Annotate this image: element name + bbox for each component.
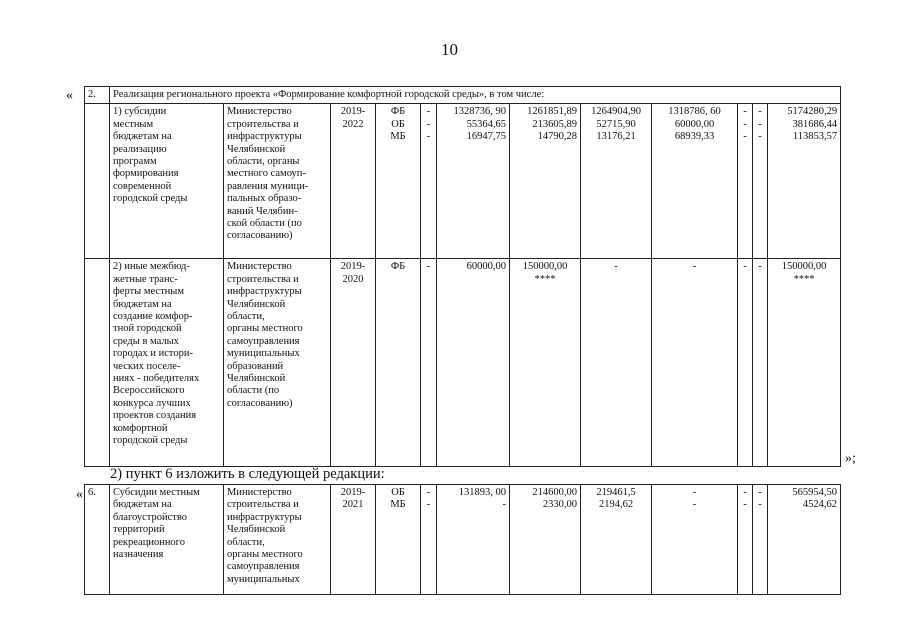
table-row xyxy=(85,259,841,467)
row-number-empty xyxy=(85,104,110,259)
funding-source: ФБ xyxy=(376,259,421,467)
value-cell: - - xyxy=(753,485,768,595)
value-cell: - xyxy=(753,259,768,467)
row-number: 6. xyxy=(85,485,110,595)
value-cell: - - - xyxy=(753,104,768,259)
value-cell: 1261851,89 213605,89 14790,28 xyxy=(510,104,581,259)
total-cell: 150000,00 **** xyxy=(768,259,841,467)
close-quote: »; xyxy=(845,451,856,466)
measure-name: Субсидии местным бюджетам на благоустройство территорий рекреационного назначения xyxy=(110,485,224,595)
value-cell: - - xyxy=(421,485,437,595)
period: 2019- 2021 xyxy=(331,485,376,595)
value-cell: 1318786, 60 60000,00 68939,33 xyxy=(652,104,738,259)
value-cell: - - xyxy=(652,485,738,595)
row-number: 2. xyxy=(85,87,110,104)
value-cell: 214600,00 2330,00 xyxy=(510,485,581,595)
value-cell: - - - xyxy=(421,104,437,259)
open-quote-2: « xyxy=(76,487,83,502)
funding-source: ФБ ОБ МБ xyxy=(376,104,421,259)
value-cell: - xyxy=(581,259,652,467)
executor: Министерство строительства и инфраструктуры Челябинской области, органы местного самоуп- равления муници- пальных образо- ваний Челябин- ской области (по согласованию) xyxy=(224,104,331,259)
value-cell: - xyxy=(421,259,437,467)
value-cell: - - - xyxy=(738,104,753,259)
value-cell: 131893, 00 - xyxy=(437,485,510,595)
value-cell: - xyxy=(738,259,753,467)
value-cell: 1328736, 90 55364,65 16947,75 xyxy=(437,104,510,259)
open-quote: « xyxy=(66,88,73,103)
total-cell: 565954,50 4524,62 xyxy=(768,485,841,595)
value-cell: - - xyxy=(738,485,753,595)
row-number-empty xyxy=(85,259,110,467)
period: 2019- 2020 xyxy=(331,259,376,467)
page-number: 10 xyxy=(441,40,458,59)
value-cell: 150000,00 **** xyxy=(510,259,581,467)
table-row-heading xyxy=(85,87,841,104)
section-heading: 2) пункт 6 изложить в следующей редакции: xyxy=(110,466,385,482)
total-cell: 5174280,29 381686,44 113853,57 xyxy=(768,104,841,259)
measure-name: 2) иные межбюд- жетные транс- ферты местным бюджетам на создание комфор- тной городской среды в малых городах и истори- ческих поселе- ниях - победителях Всероссийского конкурса лучших проектов создания комфортной городской среды xyxy=(110,259,224,467)
project-title: Реализация регионального проекта «Формирование комфортной городской среды», в том числе: xyxy=(110,87,841,104)
period: 2019- 2022 xyxy=(331,104,376,259)
table-row xyxy=(85,104,841,259)
funding-source: ОБ МБ xyxy=(376,485,421,595)
subsidy-table xyxy=(84,484,841,595)
table-row xyxy=(85,485,841,595)
value-cell: 219461,5 2194,62 xyxy=(581,485,652,595)
measure-name: 1) субсидии местным бюджетам на реализацию программ формирования современной городской среды xyxy=(110,104,224,259)
value-cell: 1264904,90 52715,90 13176,21 xyxy=(581,104,652,259)
executor: Министерство строительства и инфраструктуры Челябинской области, органы местного самоуправления муниципальных образований Челябинской области (по согласованию) xyxy=(224,259,331,467)
executor: Министерство строительства и инфраструктуры Челябинской области, органы местного самоуправления муниципальных xyxy=(224,485,331,595)
program-table xyxy=(84,86,841,467)
value-cell: - xyxy=(652,259,738,467)
value-cell: 60000,00 xyxy=(437,259,510,467)
